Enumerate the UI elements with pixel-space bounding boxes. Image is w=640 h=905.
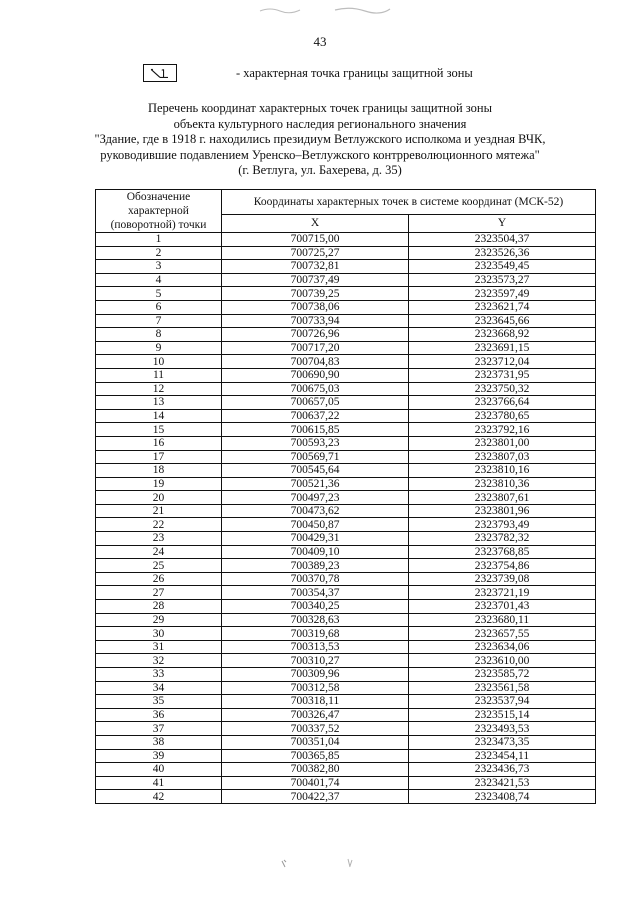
point-number-cell: 32 — [96, 654, 222, 668]
table-row — [96, 355, 596, 369]
point-number-cell: 33 — [96, 668, 222, 682]
table-row — [96, 300, 596, 314]
y-coordinate-cell: 2323807,03 — [409, 450, 596, 464]
y-coordinate-cell: 2323721,19 — [409, 586, 596, 600]
y-coordinate-cell: 2323473,35 — [409, 735, 596, 749]
table-row — [96, 477, 596, 491]
table-row — [96, 504, 596, 518]
header-point-designation: Обозначение характерной (поворотной) точки — [96, 190, 222, 233]
point-number-cell: 27 — [96, 586, 222, 600]
table-row — [96, 763, 596, 777]
point-number-cell: 15 — [96, 423, 222, 437]
table-row — [96, 491, 596, 505]
y-coordinate-cell: 2323634,06 — [409, 640, 596, 654]
scan-artifact-top — [255, 4, 395, 16]
y-coordinate-cell: 2323645,66 — [409, 314, 596, 328]
point-number-cell: 8 — [96, 328, 222, 342]
scan-artifact-bottom — [278, 856, 358, 870]
y-coordinate-cell: 2323731,95 — [409, 368, 596, 382]
point-number-cell: 11 — [96, 368, 222, 382]
x-coordinate-cell: 700326,47 — [222, 708, 409, 722]
x-coordinate-cell: 700422,37 — [222, 790, 409, 804]
y-coordinate-cell: 2323454,11 — [409, 749, 596, 763]
y-coordinate-cell: 2323766,64 — [409, 396, 596, 410]
table-row — [96, 464, 596, 478]
point-number-cell: 21 — [96, 504, 222, 518]
title-line: "Здание, где в 1918 г. находились президиум Ветлужского исполкома и уездная ВЧК, — [94, 132, 546, 146]
table-row — [96, 436, 596, 450]
y-coordinate-cell: 2323585,72 — [409, 668, 596, 682]
table-row — [96, 233, 596, 247]
table-row — [96, 627, 596, 641]
x-coordinate-cell: 700726,96 — [222, 328, 409, 342]
y-coordinate-cell: 2323549,45 — [409, 260, 596, 274]
table-row — [96, 600, 596, 614]
x-coordinate-cell: 700312,58 — [222, 681, 409, 695]
x-coordinate-cell: 700313,53 — [222, 640, 409, 654]
point-number-cell: 2 — [96, 246, 222, 260]
page-number: 43 — [313, 34, 327, 49]
x-coordinate-cell: 700593,23 — [222, 436, 409, 450]
title-line: Перечень координат характерных точек границы защитной зоны — [147, 101, 493, 115]
table-row — [96, 749, 596, 763]
point-number-cell: 12 — [96, 382, 222, 396]
point-number-cell: 26 — [96, 572, 222, 586]
table-row — [96, 572, 596, 586]
y-coordinate-cell: 2323421,53 — [409, 776, 596, 790]
table-row — [96, 776, 596, 790]
y-coordinate-cell: 2323793,49 — [409, 518, 596, 532]
y-coordinate-cell: 2323668,92 — [409, 328, 596, 342]
table-row — [96, 246, 596, 260]
x-coordinate-cell: 700732,81 — [222, 260, 409, 274]
point-number-cell: 24 — [96, 545, 222, 559]
x-coordinate-cell: 700328,63 — [222, 613, 409, 627]
table-row — [96, 640, 596, 654]
y-coordinate-cell: 2323782,32 — [409, 532, 596, 546]
y-coordinate-cell: 2323610,00 — [409, 654, 596, 668]
y-coordinate-cell: 2323750,32 — [409, 382, 596, 396]
y-coordinate-cell: 2323712,04 — [409, 355, 596, 369]
x-coordinate-cell: 700319,68 — [222, 627, 409, 641]
x-coordinate-cell: 700545,64 — [222, 464, 409, 478]
x-coordinate-cell: 700365,85 — [222, 749, 409, 763]
y-coordinate-cell: 2323408,74 — [409, 790, 596, 804]
x-coordinate-cell: 700354,37 — [222, 586, 409, 600]
point-number-cell: 34 — [96, 681, 222, 695]
point-number-cell: 14 — [96, 409, 222, 423]
document-title — [80, 101, 560, 179]
coordinates-table — [95, 189, 596, 804]
x-coordinate-cell: 700429,31 — [222, 532, 409, 546]
x-coordinate-cell: 700637,22 — [222, 409, 409, 423]
point-number-cell: 25 — [96, 559, 222, 573]
table-row — [96, 368, 596, 382]
y-coordinate-cell: 2323691,15 — [409, 341, 596, 355]
point-number-cell: 31 — [96, 640, 222, 654]
x-coordinate-cell: 700310,27 — [222, 654, 409, 668]
y-coordinate-cell: 2323754,86 — [409, 559, 596, 573]
table-row — [96, 287, 596, 301]
table-row — [96, 314, 596, 328]
table-row — [96, 532, 596, 546]
table-row — [96, 668, 596, 682]
table-row — [96, 423, 596, 437]
y-coordinate-cell: 2323504,37 — [409, 233, 596, 247]
table-row — [96, 735, 596, 749]
y-coordinate-cell: 2323768,85 — [409, 545, 596, 559]
y-coordinate-cell: 2323526,36 — [409, 246, 596, 260]
point-number-cell: 37 — [96, 722, 222, 736]
x-coordinate-cell: 700337,52 — [222, 722, 409, 736]
table-row — [96, 545, 596, 559]
point-number-cell: 20 — [96, 491, 222, 505]
point-number-cell: 39 — [96, 749, 222, 763]
title-line: руководившие подавлением Уренско–Ветлужского контрреволюционного мятежа" — [100, 147, 540, 162]
title-line: объекта культурного наследия регионального значения — [173, 116, 467, 131]
y-coordinate-cell: 2323739,08 — [409, 572, 596, 586]
legend — [143, 64, 563, 86]
table-row — [96, 722, 596, 736]
y-coordinate-cell: 2323561,58 — [409, 681, 596, 695]
x-coordinate-cell: 700690,90 — [222, 368, 409, 382]
y-coordinate-cell: 2323807,61 — [409, 491, 596, 505]
y-coordinate-cell: 2323780,65 — [409, 409, 596, 423]
x-coordinate-cell: 700521,36 — [222, 477, 409, 491]
x-coordinate-cell: 700717,20 — [222, 341, 409, 355]
header-x: X — [222, 214, 409, 232]
y-coordinate-cell: 2323597,49 — [409, 287, 596, 301]
table-row — [96, 790, 596, 804]
point-number-cell: 16 — [96, 436, 222, 450]
x-coordinate-cell: 700737,49 — [222, 273, 409, 287]
table-row — [96, 409, 596, 423]
table-row — [96, 273, 596, 287]
y-coordinate-cell: 2323701,43 — [409, 600, 596, 614]
point-number-cell: 40 — [96, 763, 222, 777]
y-coordinate-cell: 2323680,11 — [409, 613, 596, 627]
title-line: (г. Ветлуга, ул. Бахерева, д. 35) — [238, 163, 402, 177]
x-coordinate-cell: 700409,10 — [222, 545, 409, 559]
point-number-cell: 5 — [96, 287, 222, 301]
point-number-cell: 19 — [96, 477, 222, 491]
x-coordinate-cell: 700675,03 — [222, 382, 409, 396]
table-row — [96, 654, 596, 668]
point-number-cell: 18 — [96, 464, 222, 478]
legend-text: - характерная точка границы защитной зоны — [236, 66, 473, 80]
table-row — [96, 341, 596, 355]
y-coordinate-cell: 2323573,27 — [409, 273, 596, 287]
x-coordinate-cell: 700715,00 — [222, 233, 409, 247]
x-coordinate-cell: 700615,85 — [222, 423, 409, 437]
point-number-cell: 42 — [96, 790, 222, 804]
y-coordinate-cell: 2323810,36 — [409, 477, 596, 491]
point-number-cell: 3 — [96, 260, 222, 274]
x-coordinate-cell: 700657,05 — [222, 396, 409, 410]
x-coordinate-cell: 700370,78 — [222, 572, 409, 586]
x-coordinate-cell: 700450,87 — [222, 518, 409, 532]
x-coordinate-cell: 700401,74 — [222, 776, 409, 790]
y-coordinate-cell: 2323537,94 — [409, 695, 596, 709]
x-coordinate-cell: 700340,25 — [222, 600, 409, 614]
x-coordinate-cell: 700738,06 — [222, 300, 409, 314]
table-row — [96, 382, 596, 396]
table-row — [96, 613, 596, 627]
y-coordinate-cell: 2323792,16 — [409, 423, 596, 437]
point-number-cell: 6 — [96, 300, 222, 314]
table-row — [96, 695, 596, 709]
header-y: Y — [409, 214, 596, 232]
point-number-cell: 28 — [96, 600, 222, 614]
table-row — [96, 260, 596, 274]
coordinates-table-body — [96, 233, 596, 804]
x-coordinate-cell: 700733,94 — [222, 314, 409, 328]
x-coordinate-cell: 700739,25 — [222, 287, 409, 301]
point-number-cell: 38 — [96, 735, 222, 749]
y-coordinate-cell: 2323436,73 — [409, 763, 596, 777]
point-number-cell: 9 — [96, 341, 222, 355]
x-coordinate-cell: 700704,83 — [222, 355, 409, 369]
point-number-cell: 41 — [96, 776, 222, 790]
x-coordinate-cell: 700497,23 — [222, 491, 409, 505]
point-number-cell: 23 — [96, 532, 222, 546]
y-coordinate-cell: 2323801,00 — [409, 436, 596, 450]
x-coordinate-cell: 700473,62 — [222, 504, 409, 518]
point-number-cell: 7 — [96, 314, 222, 328]
table-row — [96, 328, 596, 342]
y-coordinate-cell: 2323810,16 — [409, 464, 596, 478]
point-number-cell: 13 — [96, 396, 222, 410]
x-coordinate-cell: 700569,71 — [222, 450, 409, 464]
table-row — [96, 586, 596, 600]
x-coordinate-cell: 700725,27 — [222, 246, 409, 260]
table-row — [96, 708, 596, 722]
y-coordinate-cell: 2323493,53 — [409, 722, 596, 736]
point-number-cell: 4 — [96, 273, 222, 287]
y-coordinate-cell: 2323657,55 — [409, 627, 596, 641]
table-row — [96, 450, 596, 464]
table-row — [96, 518, 596, 532]
y-coordinate-cell: 2323621,74 — [409, 300, 596, 314]
x-coordinate-cell: 700309,96 — [222, 668, 409, 682]
point-number-cell: 30 — [96, 627, 222, 641]
boundary-point-symbol-icon — [143, 64, 177, 82]
point-number-cell: 22 — [96, 518, 222, 532]
y-coordinate-cell: 2323515,14 — [409, 708, 596, 722]
table-row — [96, 559, 596, 573]
x-coordinate-cell: 700351,04 — [222, 735, 409, 749]
point-number-cell: 36 — [96, 708, 222, 722]
point-number-cell: 10 — [96, 355, 222, 369]
header-coordinates: Координаты характерных точек в системе координат (МСК-52) — [222, 190, 596, 215]
table-row — [96, 396, 596, 410]
point-number-cell: 17 — [96, 450, 222, 464]
y-coordinate-cell: 2323801,96 — [409, 504, 596, 518]
point-number-cell: 29 — [96, 613, 222, 627]
point-number-cell: 35 — [96, 695, 222, 709]
x-coordinate-cell: 700382,80 — [222, 763, 409, 777]
x-coordinate-cell: 700318,11 — [222, 695, 409, 709]
table-row — [96, 681, 596, 695]
point-number-cell: 1 — [96, 233, 222, 247]
x-coordinate-cell: 700389,23 — [222, 559, 409, 573]
